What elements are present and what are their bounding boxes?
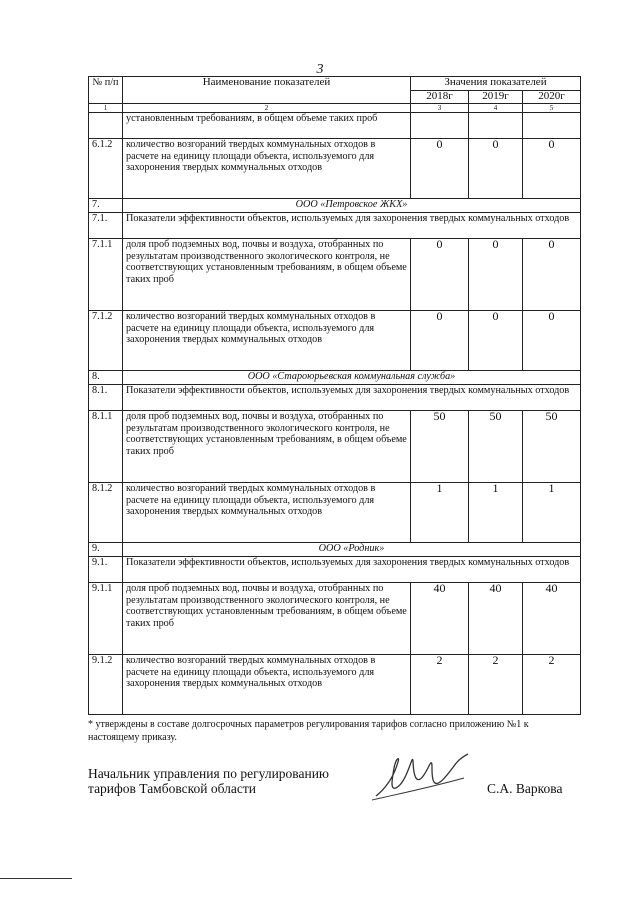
- row-number: 9.: [89, 543, 123, 557]
- row-text: количество возгораний твердых коммунальных отходов в расчете на единицу площади объекта, используемого для захоронения твердых коммунальных отходов: [123, 655, 411, 715]
- row-number: 9.1.1: [89, 583, 123, 655]
- org-name: ООО «Родник»: [123, 543, 581, 557]
- value-2019: 1: [469, 483, 523, 543]
- row-number: 8.1.: [89, 385, 123, 411]
- row-number: 7.: [89, 199, 123, 213]
- row-text: доля проб подземных вод, почвы и воздуха, отобранных по результатам производственного экологического контроля, не соответствующих установленным требованиям, в общем объеме таких проб: [123, 239, 411, 311]
- table-row: [89, 139, 581, 199]
- org-row: [89, 371, 581, 385]
- row-number: 7.1.1: [89, 239, 123, 311]
- value-2019: 2: [469, 655, 523, 715]
- row-number: 7.1.2: [89, 311, 123, 371]
- row-text: установленным требованиям, в общем объеме таких проб: [123, 113, 411, 139]
- section-title: Показатели эффективности объектов, используемых для захоронения твердых коммунальных отходов: [123, 557, 581, 583]
- value-2020: [523, 113, 581, 139]
- org-row: [89, 543, 581, 557]
- table-row: [89, 583, 581, 655]
- value-2018: 0: [411, 239, 469, 311]
- value-2019: 0: [469, 239, 523, 311]
- org-row: [89, 199, 581, 213]
- row-number: 8.1.1: [89, 411, 123, 483]
- indicators-table: [88, 76, 581, 715]
- position-line: тарифов Тамбовской области: [88, 781, 256, 796]
- section-row: [89, 557, 581, 583]
- section-title: Показатели эффективности объектов, используемых для захоронения твердых коммунальных отходов: [123, 213, 581, 239]
- value-2020: 0: [523, 139, 581, 199]
- value-2018: 1: [411, 483, 469, 543]
- index-cell: 2: [123, 104, 411, 113]
- value-2020: 2: [523, 655, 581, 715]
- table-row: [89, 239, 581, 311]
- header-values: Значения показателей: [411, 77, 581, 91]
- section-row: [89, 213, 581, 239]
- value-2018: 0: [411, 311, 469, 371]
- value-2018: 40: [411, 583, 469, 655]
- page-number: 3: [316, 62, 324, 77]
- header-name: Наименование показателей: [123, 77, 411, 104]
- table-row: [89, 483, 581, 543]
- signatory-name: С.А. Варкова: [487, 781, 563, 796]
- header-num: № п/п: [89, 77, 123, 104]
- table-row: [89, 311, 581, 371]
- value-2020: 0: [523, 239, 581, 311]
- row-text: количество возгораний твердых коммунальных отходов в расчете на единицу площади объекта, используемого для захоронения твердых коммунальных отходов: [123, 483, 411, 543]
- header-year-2019: 2019г: [469, 90, 523, 104]
- handwritten-signature: [368, 748, 478, 808]
- table-row: [89, 655, 581, 715]
- position-line: Начальник управления по регулированию: [88, 766, 330, 781]
- value-2018: [411, 113, 469, 139]
- value-2018: 50: [411, 411, 469, 483]
- header-year-2020: 2020г: [523, 90, 581, 104]
- index-cell: 4: [469, 104, 523, 113]
- value-2018: 0: [411, 139, 469, 199]
- row-number: 8.: [89, 371, 123, 385]
- value-2020: 50: [523, 411, 581, 483]
- row-number: 9.1.2: [89, 655, 123, 715]
- org-name: ООО «Петровское ЖКХ»: [123, 199, 581, 213]
- row-text: количество возгораний твердых коммунальных отходов в расчете на единицу площади объекта, используемого для захоронения твердых коммунальных отходов: [123, 139, 411, 199]
- section-row: [89, 385, 581, 411]
- org-name: ООО «Староюрьевская коммунальная служба»: [123, 371, 581, 385]
- value-2020: 40: [523, 583, 581, 655]
- footer-rule: [0, 878, 72, 879]
- value-2020: 1: [523, 483, 581, 543]
- value-2018: 2: [411, 655, 469, 715]
- row-number: [89, 113, 123, 139]
- row-text: доля проб подземных вод, почвы и воздуха, отобранных по результатам производственного экологического контроля, не соответствующих установленным требованиям, в общем объеме таких проб: [123, 411, 411, 483]
- index-cell: 5: [523, 104, 581, 113]
- value-2020: 0: [523, 311, 581, 371]
- footnote: * утверждены в составе долгосрочных параметров регулирования тарифов согласно приложению №1 к настоящему приказу.: [88, 719, 529, 743]
- value-2019: [469, 113, 523, 139]
- row-number: 9.1.: [89, 557, 123, 583]
- value-2019: 0: [469, 139, 523, 199]
- table-row: [89, 411, 581, 483]
- value-2019: 0: [469, 311, 523, 371]
- header-year-2018: 2018г: [411, 90, 469, 104]
- row-number: 6.1.2: [89, 139, 123, 199]
- row-number: 7.1.: [89, 213, 123, 239]
- row-number: 8.1.2: [89, 483, 123, 543]
- signatory-position: [88, 766, 329, 796]
- value-2019: 40: [469, 583, 523, 655]
- row-text: количество возгораний твердых коммунальных отходов в расчете на единицу площади объекта, используемого для захоронения твердых коммунальных отходов: [123, 311, 411, 371]
- section-title: Показатели эффективности объектов, используемых для захоронения твердых коммунальных отходов: [123, 385, 581, 411]
- index-cell: 3: [411, 104, 469, 113]
- table-row: [89, 113, 581, 139]
- row-text: доля проб подземных вод, почвы и воздуха, отобранных по результатам производственного экологического контроля, не соответствующих установленным требованиям, в общем объеме таких проб: [123, 583, 411, 655]
- index-cell: 1: [89, 104, 123, 113]
- value-2019: 50: [469, 411, 523, 483]
